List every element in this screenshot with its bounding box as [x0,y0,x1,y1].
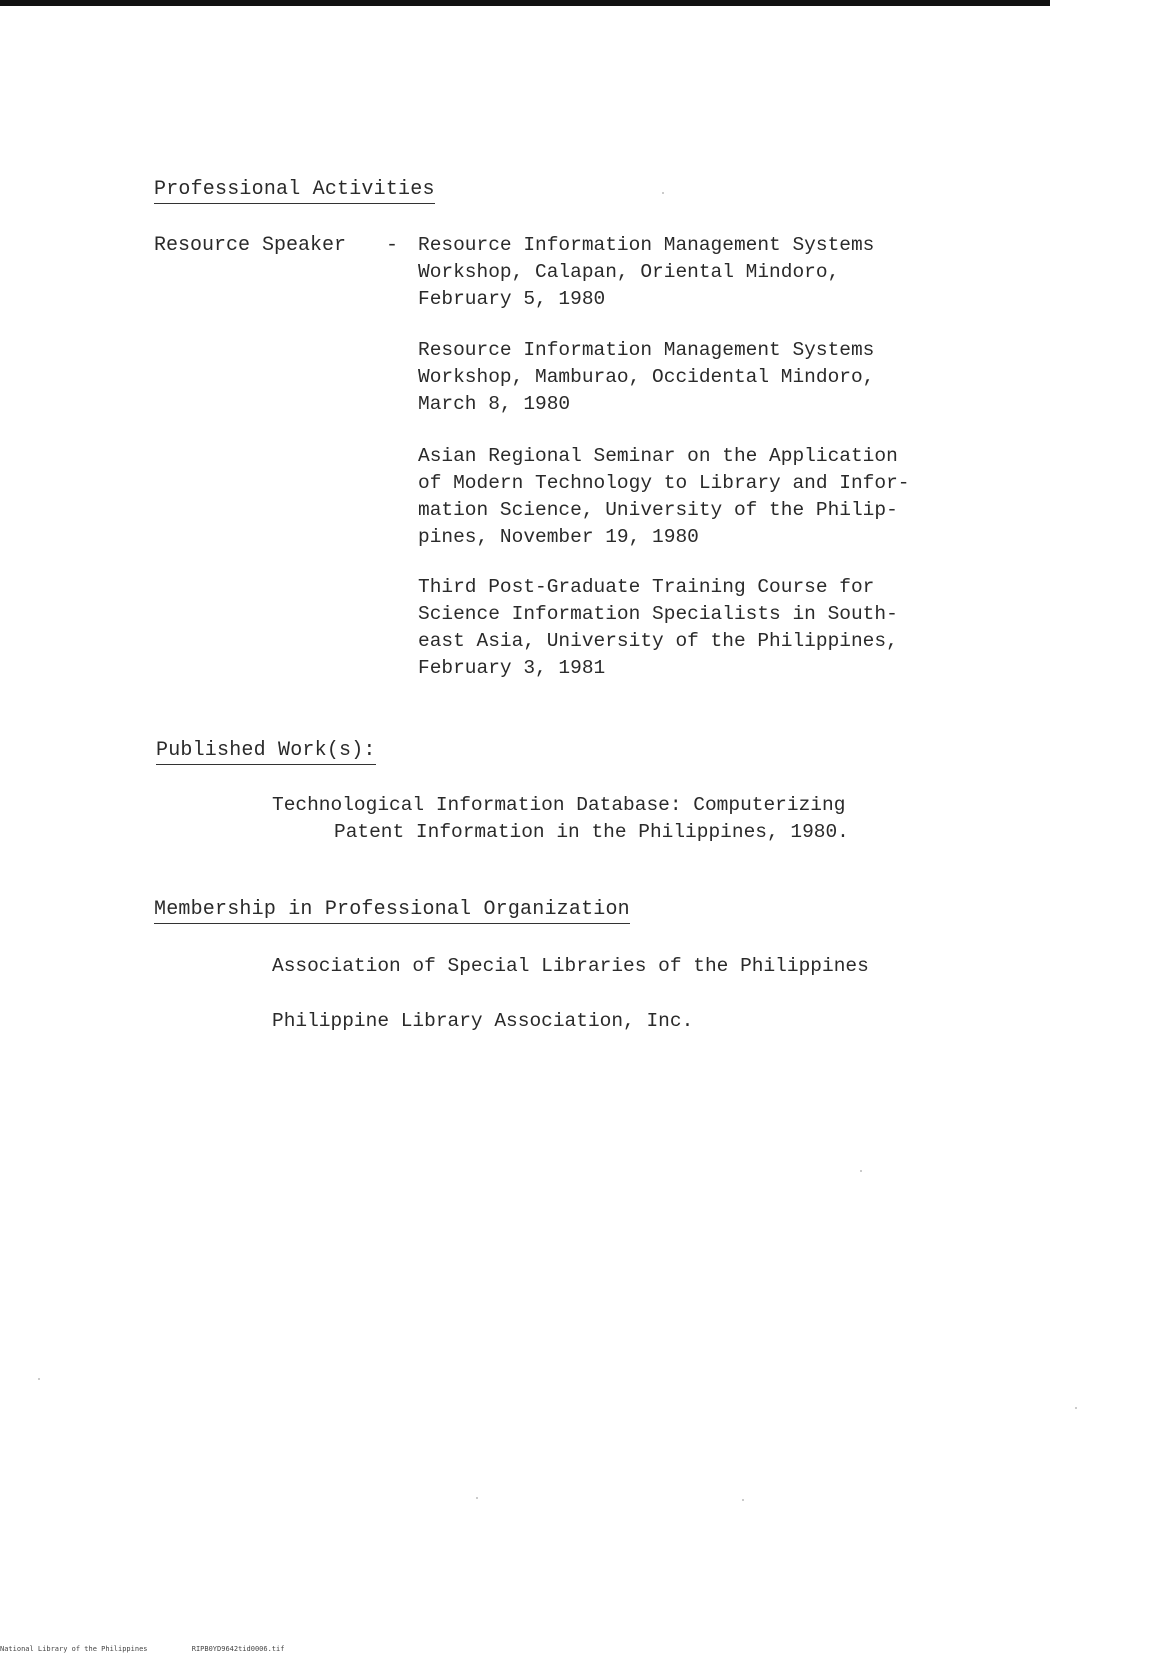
published-works-heading: Published Work(s): [156,739,376,765]
scan-footer [0,1645,284,1653]
organization-item-1: Association of Special Libraries of the Philippines [272,955,869,977]
activity-entry-2: Resource Information Management Systems Workshop, Mamburao, Occidental Mindoro, March 8, 1980 [418,339,875,415]
scan-speck [38,1378,40,1380]
published-work-line-1: Technological Information Database: Computerizing [272,794,846,816]
scan-speck [476,1497,478,1499]
footer-library-name: National Library of the Philippines [0,1645,148,1653]
membership-heading: Membership in Professional Organization [154,898,630,924]
scan-speck [742,1499,744,1501]
organization-item-2: Philippine Library Association, Inc. [272,1010,694,1032]
activity-entry-4: Third Post-Graduate Training Course for Science Information Specialists in South- east Asia, University of the Philippines, February 3, 1981 [418,576,898,679]
activity-entry-3: Asian Regional Seminar on the Application of Modern Technology to Library and Infor- mation Science, University of the Philip- pines, November 19, 1980 [418,445,910,548]
scan-speck [860,1170,862,1172]
footer-file-id: RIPB0YD9642tid0006.tif [191,1645,285,1653]
published-work-line-2: Patent Information in the Philippines, 1980. [334,821,849,843]
scan-speck [1075,1407,1077,1409]
activity-entry-1: Resource Information Management Systems Workshop, Calapan, Oriental Mindoro, February 5, 1980 [418,234,875,310]
resource-speaker-label: Resource Speaker [154,234,347,257]
label-dash: - [386,234,399,257]
professional-activities-heading: Professional Activities [154,178,435,204]
scan-speck [662,192,664,194]
published-work-item [272,792,912,846]
